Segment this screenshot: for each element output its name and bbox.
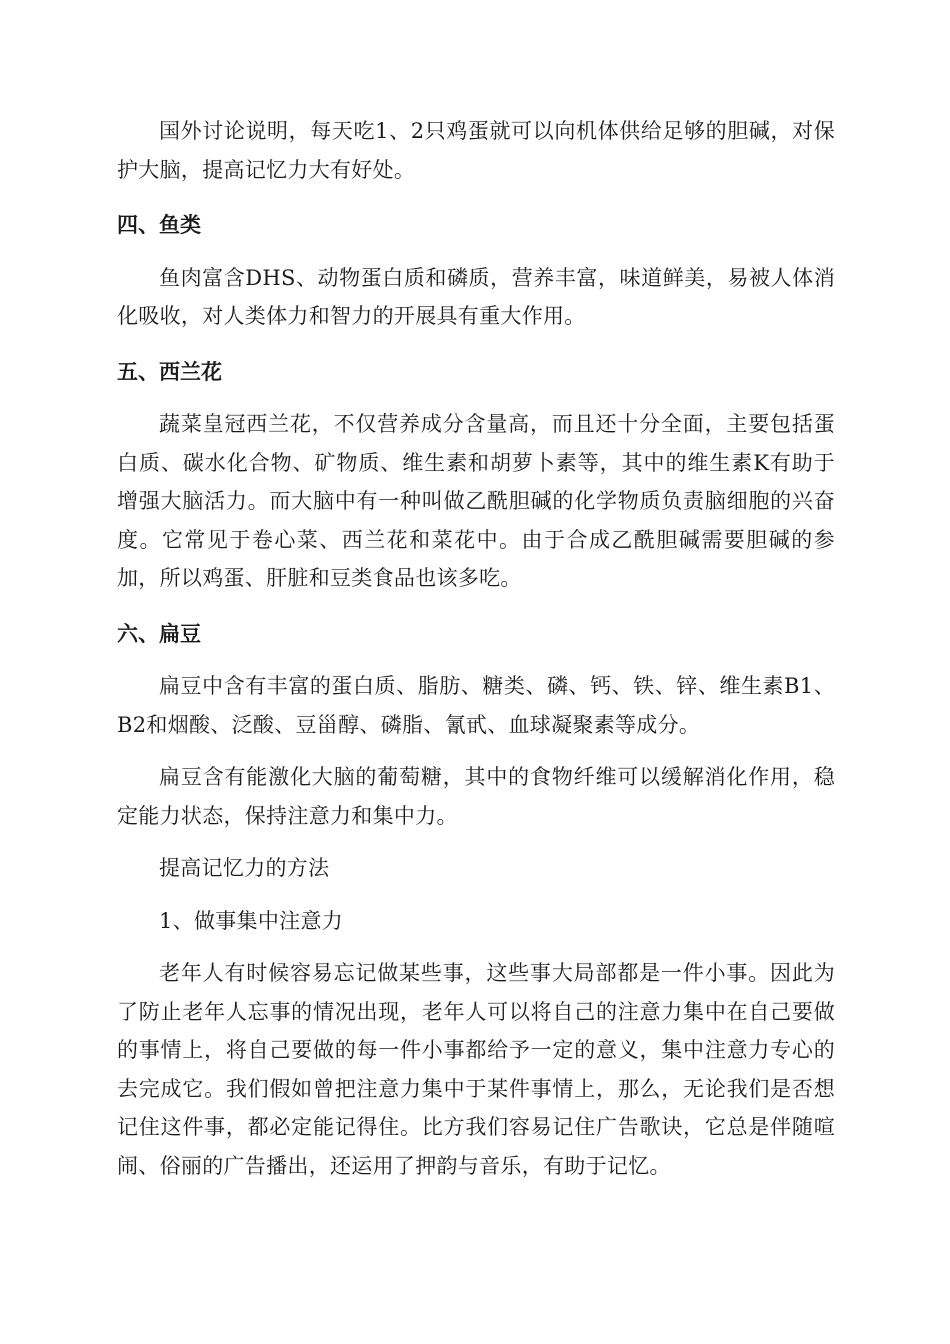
heading-fish: 四、鱼类 [117, 213, 201, 237]
paragraph-egg-choline: 国外讨论说明，每天吃1、2只鸡蛋就可以向机体供给足够的胆碱，对保护大脑，提高记忆力大有好处。 [117, 119, 835, 182]
paragraph-method-1-title: 1、做事集中注意力 [159, 908, 344, 933]
paragraph-fish: 鱼肉富含DHS、动物蛋白质和磷质，营养丰富，味道鲜美，易被人体消化吸收，对人类体力和智力的开展具有重大作用。 [117, 265, 835, 328]
heading-broccoli: 五、西兰花 [117, 359, 222, 384]
paragraph-broccoli: 蔬菜皇冠西兰花，不仅营养成分含量高，而且还十分全面，主要包括蛋白质、碳水化合物、矿物质、维生素和胡萝卜素等，其中的维生素K有助于增强大脑活力。而大脑中有一种叫做乙酰胆碱的化学物质负责脑细胞的兴奋度。它常见于卷心菜、西兰花和菜花中。由于合成乙酰胆碱需要胆碱的参加，所以鸡蛋、肝脏和豆类食品也该多吃。 [117, 412, 835, 590]
paragraph-beans-nutrients: 扁豆中含有丰富的蛋白质、脂肪、糖类、磷、钙、铁、锌、维生素B1、B2和烟酸、泛酸、豆甾醇、磷脂、氰甙、血球凝聚素等成分。 [117, 674, 835, 737]
document-page [117, 112, 835, 1185]
heading-beans: 六、扁豆 [117, 621, 201, 646]
paragraph-methods-title: 提高记忆力的方法 [159, 856, 330, 880]
paragraph-method-1-body: 老年人有时候容易忘记做某些事，这些事大局部都是一件小事。因此为了防止老年人忘事的情况出现，老年人可以将自己的注意力集中在自己要做的事情上，将自己要做的每一件小事都给予一定的意义，集中注意力专心的去完成它。我们假如曾把注意力集中于某件事情上，那么，无论我们是否想记住这件事，都必定能记得住。比方我们容易记住广告歌诀，它总是伴随喧闹、俗丽的广告播出，还运用了押韵与音乐，有助于记忆。 [117, 961, 835, 1178]
paragraph-beans-glucose: 扁豆含有能激化大脑的葡萄糖，其中的食物纤维可以缓解消化作用，稳定能力状态，保持注意力和集中力。 [117, 765, 835, 828]
